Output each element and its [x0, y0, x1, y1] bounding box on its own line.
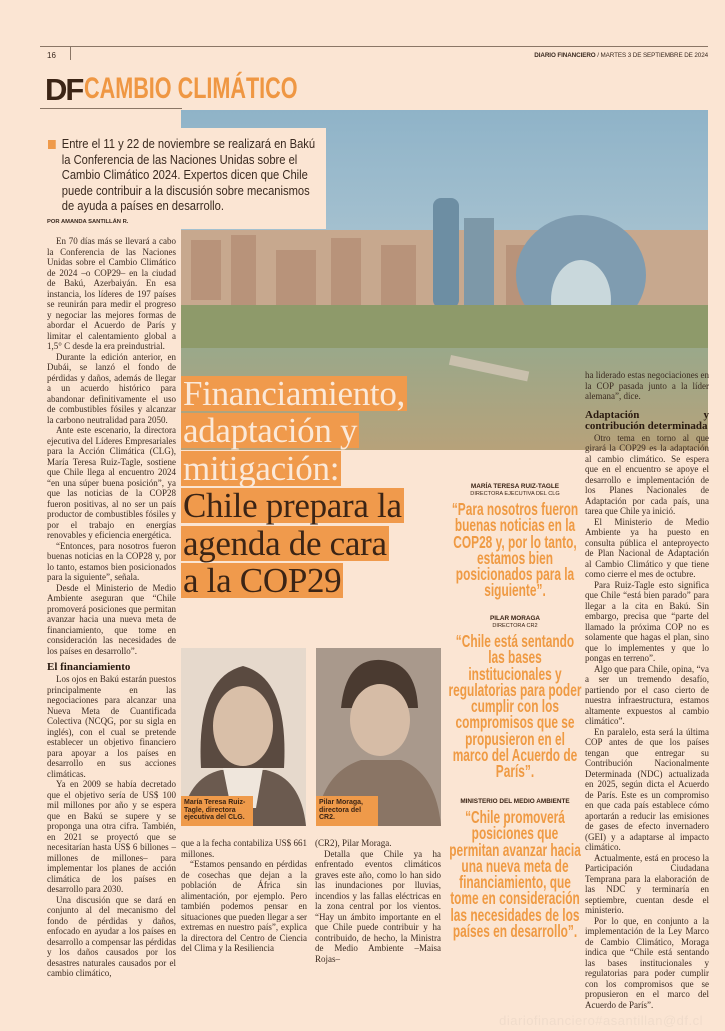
section-title: CAMBIO CLIMÁTICO: [84, 72, 298, 105]
paragraph: “Estamos pensando en pérdidas de cosechas que dejan a la población de África sin alimentación, por ejemplo. Pero también podemos pensar en situaciones que pueden llegar a ser extremas en nuestro país”, explica la directora del Centro de Ciencia del Clima y la Resiliencia: [181, 859, 307, 953]
paragraph: Actualmente, está en proceso la Participación Ciudadana Temprana para la elaboración de las NDC y terminaría en septiembre, cuentan desde el ministerio.: [585, 852, 709, 915]
headline-line: a la COP29: [183, 560, 342, 600]
issue-date: / MARTES 3 DE SEPTIEMBRE DE 2024: [595, 52, 708, 59]
subheading: El financiamiento: [47, 661, 131, 673]
section-logo: [45, 72, 381, 108]
bullet-square-icon: [48, 140, 56, 149]
paragraph: Para Ruiz-Tagle esto significa que Chile “está bien parado” para llegar a la cita en Bakú. Sin embargo, precisa que “parte del llamado la próxima COP no es solamente que hagas el plan, sino que lo implementes y que lo pongas en terreno”.: [585, 579, 709, 663]
pull-quote-moraga: [447, 615, 583, 798]
quote-role: DIRECTORA EJECUTIVA DEL CLG: [470, 491, 560, 497]
masthead: [534, 52, 708, 59]
headline: [181, 376, 451, 600]
portrait-ruiz-tagle: [181, 648, 306, 826]
paragraph: Desde el Ministerio de Medio Ambiente aseguran que “Chile promoverá posiciones que permitan avanzar hacia una nueva meta de financiamiento, que tome en consideración las necesidades de los países en desarrollo”.: [47, 582, 176, 656]
paragraph: ha liderado estas negociaciones en la COP pasada junto a la líder alemana”, dice.: [585, 370, 709, 401]
paragraph: Detalla que Chile ya ha enfrentado eventos climáticos graves este año, como lo han sido las inundaciones por lluvias, incendios y las fallas eléctricas en la zona central por los vientos. “Hay un ámbito importante en el que Chile puede contribuir y ha contribuido, de hecho, la Ministra de Medio Ambiente –Maisa Rojas–: [315, 848, 441, 964]
subheading: Adaptación y contribución determinada: [585, 408, 709, 432]
article-column-2: [181, 838, 307, 954]
article-column-5: [585, 370, 709, 1010]
watermark: diariofinanciero#asantillan@df.cl: [499, 1013, 703, 1028]
page-number-divider: [70, 46, 71, 60]
intro-text: Entre el 11 y 22 de noviembre se realizará en Bakú la Conferencia de las Naciones Unidas sobre el Cambio Climático 2024. Expertos dicen que Chile puede contribuir a la discusión sobre mecanismos de ayuda a países en desarrollo.: [61, 136, 316, 213]
headline-line: Chile prepara la: [183, 486, 402, 526]
pull-quotes: [447, 483, 583, 945]
quote-author: PILAR MORAGA: [489, 615, 541, 622]
portrait-moraga: [316, 648, 441, 826]
quote-text: “Chile está sentando las bases institucionales y regulatorias para poder cumplir con los compromisos que se propusieron en el marco del Acuerdo de París”.: [448, 631, 582, 782]
paragraph: Una discusión que se dará en conjunto al del mecanismo del fondo de pérdidas y daños, enfocado en ayudar a los países en desarrollo a compensar las pérdidas y los daños causados por los desastres naturales causados por el cambio climático,: [47, 894, 176, 978]
photo-caption: María Teresa Ruiz-Tagle, directora ejecutiva del CLG.: [181, 796, 253, 826]
quote-text: “Para nosotros fueron buenas noticias en la COP28 y, por lo tanto, estamos bien posicionados para la siguiente”.: [451, 499, 579, 601]
photo-caption: Pilar Moraga, directora del CR2.: [316, 796, 378, 826]
paragraph: Por lo que, en conjunto a la implementación de la Ley Marco de Cambio Climático, Moraga indica que “Chile está sentando las bases institucionales y regulatorias para poder cumplir con los compromisos que se propusieron en el marco del Acuerdo de París”.: [585, 915, 709, 1010]
paragraph: que a la fecha contabiliza US$ 661 millones.: [181, 838, 307, 859]
top-rule: [40, 46, 708, 47]
article-column-3: [315, 838, 441, 964]
paragraph: (CR2), Pilar Moraga.: [315, 838, 392, 848]
publication-name: DIARIO FINANCIERO: [534, 52, 596, 59]
headline-line: adaptación y: [183, 411, 358, 451]
paragraph: En 70 días más se llevará a cabo la Conferencia de las Naciones Unidas sobre el Cambio Climático de 2024 –o COP29– en la ciudad de Bakú, Azerbaiyán. En esa instancia, los líderes de 197 países se reunirán para medir el progreso y negociar las mejores formas de abordar el Acuerdo de París y limitar el calentamiento global a 1,5° C desde la era preindustrial.: [47, 236, 176, 351]
quote-author: MARÍA TERESA RUIZ-TAGLE: [470, 483, 560, 490]
quote-author: MINISTERIO DEL MEDIO AMBIENTE: [460, 798, 570, 805]
quote-text: “Chile promoverá posiciones que permitan avanzar hacia una nueva meta de financiamiento, que tome en consideración las necesidades de los países en desarrollo”.: [449, 807, 581, 942]
headline-line: mitigación:: [183, 448, 340, 488]
pull-quote-ministerio: [447, 798, 583, 945]
paragraph: Ya en 2009 se había decretado que el objetivo sería de US$ 100 mil millones por año y se espera que en Bakú se supere y se proponga una otra cifra. También, en 2021 se proyectó que se necesitarían hasta US$ 6 billones –millones de millones– para implementar los planes de acción climática de los países en desarrollo para 2030.: [47, 779, 176, 894]
paragraph: Otro tema en torno al que girará la COP29 es la adaptación al cambio climático. Se espera que en el encuentro se apoye el desarrollo e implementación de los Planes Nacionales de Adaptación por cada país, una tarea que Chile ya inició.: [585, 432, 709, 516]
quote-role: DIRECTORA CR2: [492, 623, 538, 629]
paragraph: En paralelo, esta será la última COP antes de que los países tengan que entregar su Contribución Nacionalmente Determinada (NDC) actualizada en 2025, según dicta el Acuerdo de París. Este es un compromiso en que cada país establece cómo aportarán a reducir las emisiones de gases de efecto invernadero (GEI) y a adaptarse al impacto climático.: [585, 726, 709, 852]
logo-rule: [40, 108, 182, 109]
intro-box: [40, 128, 326, 229]
paragraph: El Ministerio de Medio Ambiente ya ha puesto en consulta pública el anteproyecto de Plan Nacional de Adaptación al Cambio Climático y que tiene como cierre el mes de octubre.: [585, 516, 709, 579]
paragraph: Durante la edición anterior, en Dubái, se lanzó el fondo de pérdidas y daños, además de llegar a un acuerdo histórico para abandonar definitivamente el uso de combustibles fósiles y alcanzar la carbono neutralidad para 2050.: [47, 351, 176, 425]
paragraph: Algo que para Chile, opina, “va a ser un tremendo desafío, partiendo por el caso cierto de nuestra infraestructura, estamos altamente expuestos al cambio climático”.: [585, 663, 709, 726]
paragraph: Los ojos en Bakú estarán puestos principalmente en las negociaciones para alcanzar una Nueva Meta de Cuantificada Colectiva (NCQG, por su sigla en inglés), con el cual se pretende establecer un objetivo financiero para apoyar a los países en desarrollo en sus acciones climáticas.: [47, 674, 176, 779]
article-column-1: [47, 236, 176, 979]
page-number: 16: [47, 51, 56, 60]
intro-summary: [48, 136, 323, 214]
df-logo: DF: [45, 72, 83, 107]
pull-quote-ruiz-tagle: [447, 483, 583, 615]
paragraph: “Entonces, para nosotros fueron buenas noticias en la COP28 y, por lo tanto, estamos bien posicionados para la siguiente”, señala.: [47, 540, 176, 582]
headline-line: agenda de cara: [183, 523, 387, 563]
paragraph: Ante este escenario, la directora ejecutiva del Líderes Empresariales para la Acción Climática (CLG), María Teresa Ruiz-Tagle, sostiene que Chile llega al encuentro 2024 “en una súper buena posición”, ya que las noticias de la COP28 fueron positivas, al no ser un país productor de combustibles fósiles y por el trabajo en energías renovables y eficiencia energética.: [47, 425, 176, 540]
byline: POR AMANDA SANTILLÁN R.: [47, 219, 326, 225]
headline-line: Financiamiento,: [183, 374, 405, 413]
